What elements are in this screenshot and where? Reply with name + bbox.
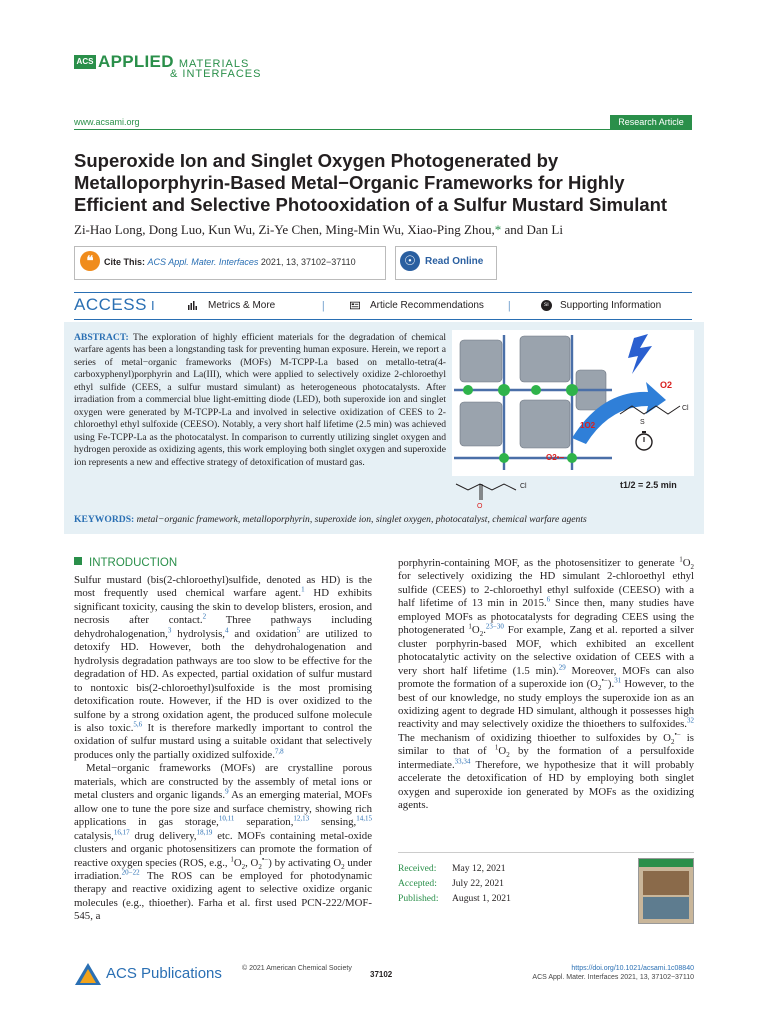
cite-this-text[interactable]: Cite This: ACS Appl. Mater. Interfaces 2021, 13, 37102−37110	[104, 257, 356, 267]
access-label: ACCESS I	[74, 295, 156, 314]
metrics-link[interactable]: Metrics & More	[208, 300, 276, 311]
supporting-info-link[interactable]: Supporting Information	[560, 300, 662, 311]
quote-icon: ❝	[80, 251, 100, 271]
journal-site-link[interactable]: www.acsami.org	[74, 117, 140, 127]
body-column-left: Sulfur mustard (bis(2-chloroethyl)sulfide, denoted as HD) is the most frequently used chemical warfare agent.$^1$ HD exhibits significant toxicity, causing the skin to develop blisters, erosion, and necrosis after contact.$^2$ Three pathways including dehydrohalogenation,$^3$ hydrolysis,$^4$ and oxidation$^5$ are utilized to detoxify HD. However, both the dehydrohalogenation and hydrolysis degradation pathways are too slow to be effective for the degradation of HD. As expected, partial oxidation of sulfur mustard to nontoxic bis(2-chloroethyl)sulfoxide is the most promising detoxification route. However, if the HD is over oxidized to the sulfone by a strong oxidation agent, the produced sulfone molecule is also toxic.$^{5,6}$ It is therefore markedly important to control the oxidation of sulfur mustard using a suitable oxidant that selectively produces only the partially oxidized sulfoxide.$^{7,8}$ Metal−organic frameworks (MOFs) are crystalline porous materials, which are constructed by the assembly of metal ions or metal clusters and organic ligands.$^9$ As an emerging material, MOFs allow one to tune the pore size and surface chemistry, showing rich applications in gas storage,$^{10,11}$ separation,$^{12,13}$ sensing,$^{14,15}$ catalysis,$^{16,17}$ drug delivery,$^{18,19}$ etc. MOFs containing metal-oxide clusters and organic photosensitizers can promote the formation of reactive oxygen species (ROS, e.g., $^1O_2$, $O_2^{•-}$) by activating $O_2$ under irradiation.$^{20-22}$ The ROS can be employed for photodynamic therapy and reactive oxidizing agent to selective oxidize organic molecules (e.g., thioether). Farha et al. first used PCN-222/MOF-545, a	[74, 574, 373, 923]
read-online-label[interactable]: Read Online	[425, 256, 484, 267]
supporting-info-icon: sı	[541, 300, 552, 311]
section-heading-introduction: INTRODUCTION	[74, 557, 177, 569]
dates-rule	[398, 852, 694, 853]
keywords: KEYWORDS: metal−organic framework, metalloporphyrin, superoxide ion, singlet oxygen, photocatalyst, chemical warfare agents	[74, 514, 587, 525]
svg-text:O2: O2	[660, 380, 673, 390]
article-type-badge: Research Article	[610, 115, 692, 129]
author-list: Zi-Hao Long, Dong Luo, Kun Wu, Zi-Ye Chen, Ming-Min Wu, Xiao-Ping Zhou,* and Dan Li	[74, 222, 563, 237]
publication-dates: Received: May 12, 2021 Accepted: July 22, 2021 Published: August 1, 2021	[398, 863, 511, 904]
header-rule	[74, 129, 692, 130]
svg-text:O2•−: O2•−	[546, 453, 565, 462]
copyright: © 2021 American Chemical Society	[242, 965, 352, 972]
svg-text:Cl: Cl	[682, 405, 689, 412]
svg-text:1O2: 1O2	[580, 421, 596, 430]
svg-text:O: O	[477, 503, 483, 510]
bar-chart-icon	[188, 301, 198, 310]
recommendations-icon	[350, 301, 360, 310]
body-column-right: porphyrin-containing MOF, as the photosensitizer to generate $^1O_2$ for selectively oxidizing the HD simulant 2-chloroethyl ethyl sulfide (CEES) to 2-chloroethyl ethyl sulfoxide (CEESO) with a half lifetime of 13 min in 2015.$^6$ Since then, many studies have employed MOFs as photocatalysts for degrading CEES using the photogenerated $^1O_2.^{23-30}$ For example, Zang et al. reported a silver cluster porphyrin-based MOF, which exhibited an excellent photocatalytic activity on the selective oxidation of CEES with a very short half lifetime (1.5 min).$^{29}$ Moreover, MOFs can also promote the formation of a superoxide ion $(O_2^{•-}).^{31}$ However, to the best of our knowledge, no study employs the superoxide ion as an oxidizing agent to degrade HD simulant, although it possesses high reactivity and may selectively oxidize the thioethers to sulfoxides.$^{32}$ The mechanism of oxidizing thioether to sulfoxides by $O_2^{•-}$ is similar to that of $^1O_2$ by the formation of a persulfoxide intermediate.$^{33,34}$ Therefore, we hypothesize that it will probably accelerate the detoxification of HD by employing both singlet oxygen and superoxide ion generated by MOFs as the oxidizing agents.	[398, 555, 694, 812]
page-number: 37102	[370, 970, 393, 979]
abstract-text: ABSTRACT: The exploration of highly efficient materials for the degradation of chemical warfare agents has been a longstanding task for preventing human exposure. Herein, we report a series of metal−organic frameworks (MOFs) M-TCPP-La based on metallo-tetra(4-carboxyphenyl)porphyrin and La(III), which were applied to selectively oxidize 2-chloroethyl ethyl sulfide (CEES, a sulfur mustard simulant) as heterogeneous photocatalysts. After irradiation from a commercial blue light-emitting diode (LED), both superoxide ion and singlet oxygen were generated by M-TCPP-La and involved in selective oxidization of CEES to 2-chloroethyl ethyl sulfoxide (CEESO). Notably, a very short half lifetime (2.5 min) was achieved using Fe-TCPP-La as the photocatalyst. In comparison to currently utilizing singlet oxygen and hydrogen peroxide as oxidizing agents, this work employing both singlet oxygen and superoxide ion represents a new and effective strategy of detoxification of mustard gas.	[74, 332, 446, 468]
recommendations-link[interactable]: Article Recommendations	[370, 300, 484, 311]
footer-citation: ACS Appl. Mater. Interfaces 2021, 13, 37102−37110	[532, 974, 694, 981]
article-title: Superoxide Ion and Singlet Oxygen Photogenerated by Metalloporphyrin-Based Metal−Organic Frameworks for Highly Efficient and Selective Photooxidation of a Sulfur Mustard Simulant	[74, 150, 668, 215]
acs-brand-mark: ACS	[74, 55, 96, 69]
bar-separator: |	[322, 298, 325, 312]
journal-name-line1: APPLIED MATERIALS	[98, 52, 250, 71]
lightning-icon	[628, 334, 652, 374]
svg-text:t1/2 = 2.5 min: t1/2 = 2.5 min	[620, 480, 677, 490]
svg-text:S: S	[640, 419, 645, 426]
publisher-name[interactable]: ACS Publications	[106, 965, 222, 982]
journal-cover-thumbnail[interactable]	[638, 858, 694, 924]
ceeso-molecule	[452, 476, 694, 510]
toc-graphic	[452, 330, 694, 476]
mof-structure-illustration	[452, 330, 694, 476]
corresponding-author-mark[interactable]: *	[494, 222, 502, 237]
bar-separator: |	[508, 298, 511, 312]
journal-logo[interactable]	[74, 52, 274, 82]
doi-link[interactable]: https://doi.org/10.1021/acsami.1c08840	[571, 965, 694, 972]
globe-icon: ☉	[400, 251, 420, 271]
acs-publications-logo-icon	[74, 962, 102, 986]
svg-text:Cl: Cl	[520, 483, 527, 490]
journal-name-line2: & INTERFACES	[170, 68, 262, 80]
